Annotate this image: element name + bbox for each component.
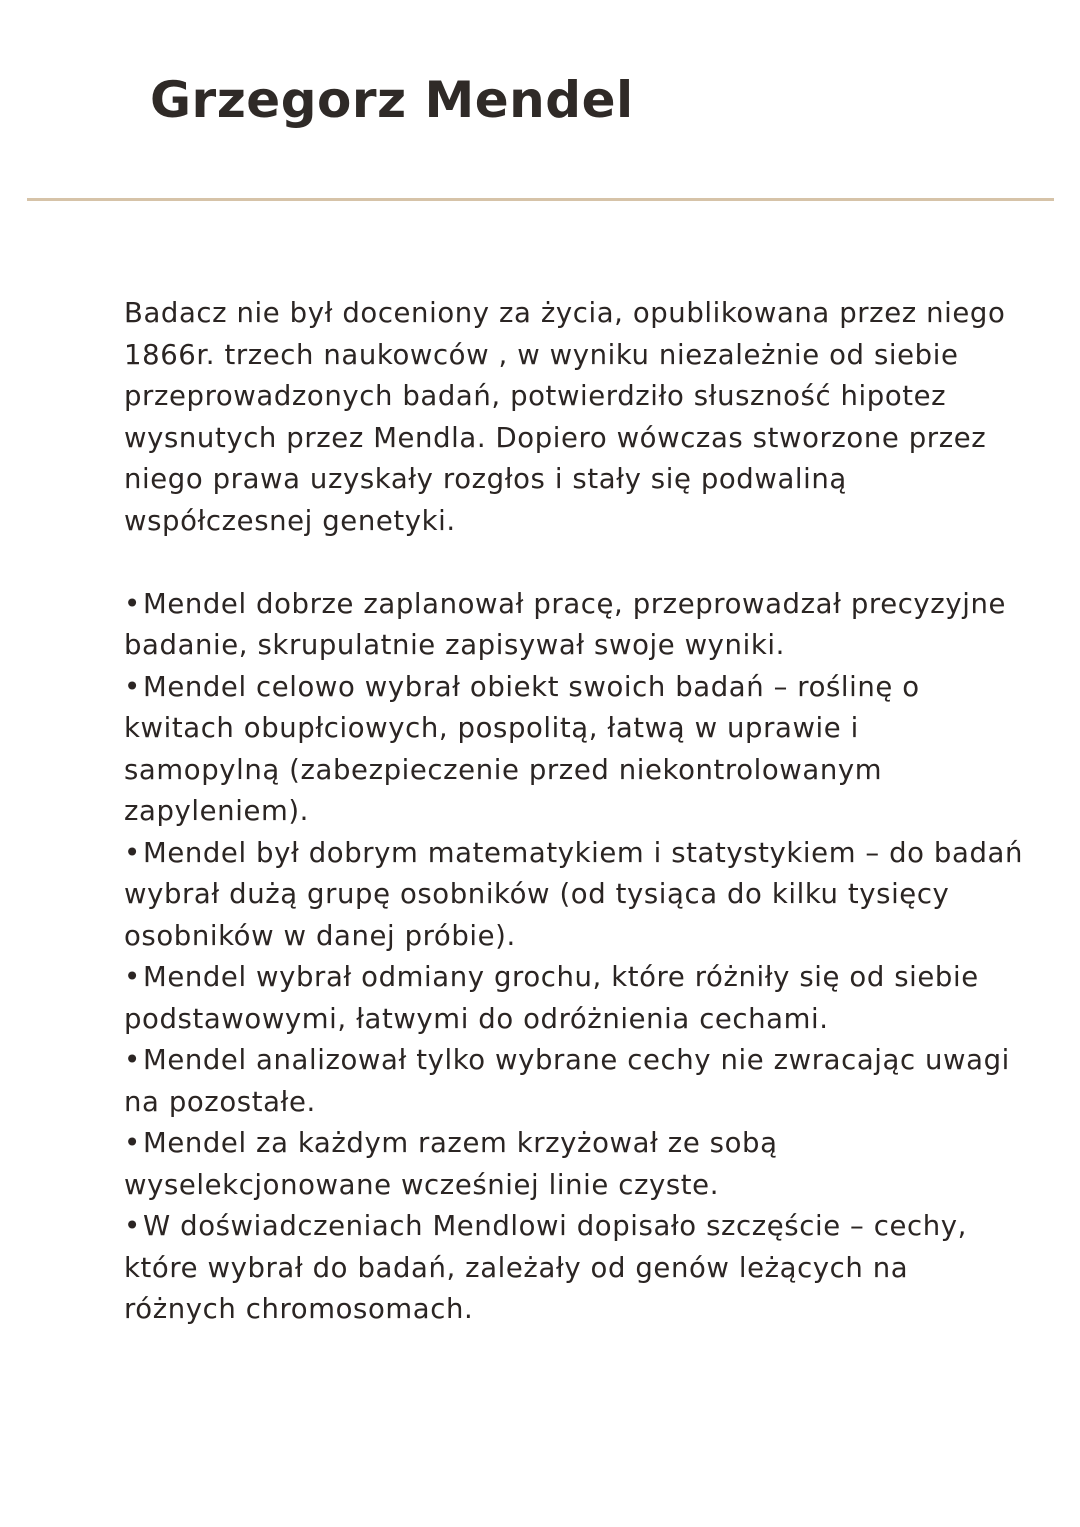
list-item (124, 957, 1024, 1040)
intro-paragraph: Badacz nie był doceniony za życia, opublikowana przez niego 1866r. trzech naukowców , w wyniku niezależnie od siebie przeprowadzonych badań, potwierdziło słuszność hipotez wysnutych przez Mendla. Dopiero wówczas stworzone przez niego prawa uzyskały rozgłos i stały się podwaliną współczesnej genetyki. (124, 297, 1006, 537)
list-item-text: W doświadczeniach Mendlowi dopisało szczęście – cechy, które wybrał do badań, zależały od genów leżących na różnych chromosomach. (124, 1210, 967, 1325)
document-body (124, 293, 1024, 1331)
bullet-list (124, 584, 1024, 1331)
page-title: Grzegorz Mendel (150, 71, 634, 129)
list-item-text: Mendel celowo wybrał obiekt swoich badań – roślinę o kwitach obupłciowych, pospolitą, łatwą w uprawie i samopylną (zabezpieczenie przed niekontrolowanym zapyleniem). (124, 670, 920, 827)
list-item (124, 833, 1024, 958)
bullet-icon: • (124, 1044, 141, 1076)
list-item (124, 1123, 1024, 1206)
bullet-icon: • (124, 587, 141, 620)
list-item-text: Mendel był dobrym matematykiem i statystykiem – do badań wybrał dużą grupę osobników (od tysiąca do kilku tysięcy osobników w danej próbie). (124, 836, 1023, 952)
list-item (124, 1206, 1024, 1331)
list-item-text: Mendel wybrał odmiany grochu, które różniły się od siebie podstawowymi, łatwymi do odróżnienia cechami. (124, 961, 979, 1035)
title-divider (27, 198, 1054, 201)
list-item (124, 1040, 1024, 1123)
bullet-icon: • (124, 670, 141, 703)
list-item-text: Mendel dobrze zaplanował pracę, przeprowadzał precyzyjne badanie, skrupulatnie zapisywał swoje wyniki. (124, 587, 1007, 661)
bullet-icon: • (124, 1210, 141, 1242)
bullet-icon: • (124, 836, 141, 869)
list-item-text: Mendel analizował tylko wybrane cechy nie zwracając uwagi na pozostałe. (124, 1044, 1010, 1118)
list-item (124, 667, 1024, 833)
bullet-icon: • (124, 1127, 141, 1159)
list-item (124, 584, 1024, 667)
bullet-icon: • (124, 961, 141, 993)
list-item-text: Mendel za każdym razem krzyżował ze sobą wyselekcjonowane wcześniej linie czyste. (124, 1127, 778, 1201)
